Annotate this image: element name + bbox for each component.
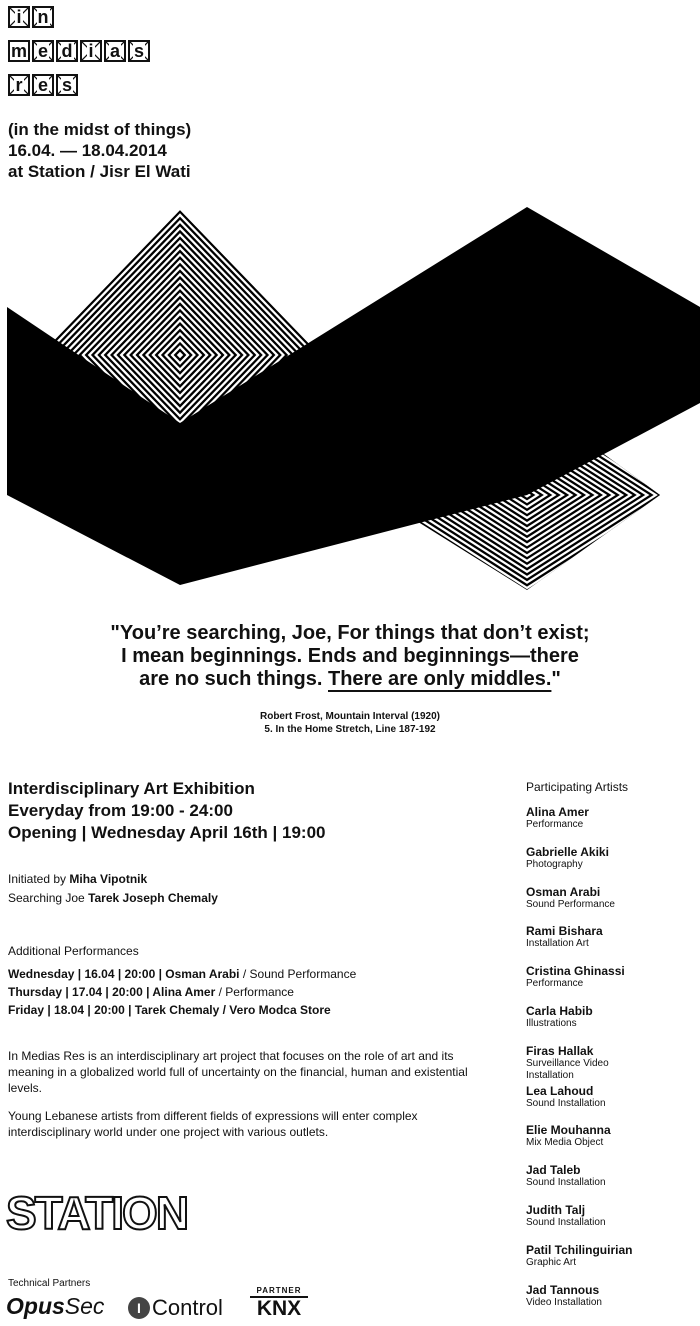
opussec-logo [6, 1292, 104, 1320]
artist-role: Performance [526, 978, 584, 990]
artist-entry [526, 964, 696, 990]
artist-role: Sound Installation [526, 1217, 606, 1228]
artist-role: Surveillance Video Installation [526, 1057, 609, 1081]
artist-role: Sound Installation [526, 1177, 606, 1189]
performance-details: Friday | 18.04 | 20:00 | Tarek Chemaly / Vero Modca Store [8, 1003, 331, 1017]
artist-role: Graphic Art [526, 1256, 577, 1268]
title-letter: n [37, 7, 49, 27]
title-letter-box [80, 40, 102, 62]
artist-role: Sound Performance [526, 898, 615, 910]
icontrol-icon: I [128, 1297, 150, 1319]
performance-details: Wednesday | 16.04 | 20:00 | Osman Arabi [8, 967, 240, 981]
performance-row [8, 1001, 356, 1019]
artist-role: Video Installation [526, 1296, 602, 1308]
title-letter: a [109, 41, 120, 61]
performance-type: / Sound Performance [239, 967, 357, 981]
artist-name: Carla Habib [526, 1004, 593, 1018]
title-row [8, 6, 54, 28]
artist-name: Patil Tchilinguirian [526, 1242, 633, 1257]
artist-role: Installation Art [526, 938, 589, 950]
exhibition-hours: Everyday from 19:00 - 24:00 [8, 801, 233, 820]
artist-name: Alina Amer [526, 805, 589, 819]
citation-line: 5. In the Home Stretch, Line 187-192 [264, 724, 436, 735]
title-letter: e [37, 41, 48, 61]
knx-logo [250, 1286, 308, 1320]
title-letter-box [128, 40, 150, 62]
quote-line-3 [0, 667, 700, 692]
artist-name: Rami Bishara [526, 924, 603, 939]
artist-role: Sound Installation [526, 1097, 606, 1109]
title-letter-box [8, 74, 30, 96]
artist-entry [526, 1203, 696, 1229]
opussec-bold: Opus [6, 1293, 65, 1319]
icontrol-text: Control [152, 1295, 223, 1320]
initiated-by [8, 870, 147, 888]
performance-list [8, 965, 356, 1019]
station-logo: STATION [6, 1187, 188, 1239]
title-row [8, 74, 78, 96]
partners-label: Technical Partners [8, 1278, 91, 1289]
dates: 16.04. — 18.04.2014 [8, 141, 167, 160]
op-art-graphic [0, 205, 700, 590]
artist-name: Gabrielle Akiki [526, 844, 609, 859]
artist-entry [526, 1163, 696, 1189]
artist-name: Judith Talj [526, 1203, 586, 1217]
performance-details: Thursday | 17.04 | 20:00 | Alina Amer [8, 985, 216, 999]
artist-entry [526, 845, 696, 871]
artist-entry [526, 1004, 696, 1030]
title-letter-box [56, 40, 78, 62]
title-letter: r [15, 75, 23, 95]
performance-type: / Performance [215, 985, 294, 999]
icontrol-logo [128, 1295, 223, 1321]
artist-entry [526, 885, 696, 911]
quote-line-3-start: are no such things. [139, 668, 328, 690]
artists-heading: Participating Artists [526, 780, 629, 794]
artist-name: Osman Arabi [526, 884, 601, 899]
artist-entry [526, 1123, 696, 1149]
artist-name: Jad Tannous [526, 1282, 600, 1297]
opussec-light: Sec [64, 1293, 105, 1319]
artist-entry [526, 1044, 696, 1082]
quote-emphasis: There are only middles. [328, 668, 552, 690]
initiated-label: Initiated by [8, 872, 70, 886]
artist-name: Lea Lahoud [526, 1083, 594, 1098]
additional-heading: Additional Performances [8, 944, 139, 958]
description-paragraph-2: Young Lebanese artists from different fields of expressions will enter complex interdisciplinary world under one project with various outlets. [8, 1109, 418, 1139]
venue: at Station / Jisr El Wati [8, 162, 191, 181]
title-letter: m [11, 41, 28, 61]
title-letter-box [32, 40, 54, 62]
artist-name: Cristina Ghinassi [526, 964, 625, 979]
citation-author: Robert Frost, Mountain Interval (1920) [259, 711, 441, 722]
artist-role: Mix Media Object [526, 1137, 604, 1149]
quote-line-2: I mean beginnings. Ends and beginnings—there [121, 645, 579, 667]
title-letter: i [16, 7, 22, 27]
quote-line-1: "You’re searching, Joe, For things that don’t exist; [110, 622, 590, 644]
searching-name: Tarek Joseph Chemaly [88, 891, 218, 905]
searching-joe [8, 889, 218, 907]
title-letter-box [104, 40, 126, 62]
title-letter-box [32, 6, 54, 28]
artist-entry [526, 1283, 696, 1309]
performance-row [8, 965, 356, 983]
title-letter: i [88, 41, 94, 61]
subtitle: (in the midst of things) [8, 120, 192, 139]
title-letter-box [8, 40, 30, 62]
artist-entry [526, 805, 696, 831]
title-letter: s [61, 75, 72, 95]
artist-entry [526, 924, 696, 950]
title-row [8, 40, 150, 62]
artist-entry [526, 1084, 696, 1110]
searching-label: Searching Joe [8, 891, 89, 905]
description-paragraph-1: In Medias Res is an interdisciplinary art project that focuses on the role of art and its meaning in a globalized world full of uncertainty on the financial, human and existential levels. [8, 1049, 468, 1095]
artist-role: Photography [526, 858, 583, 870]
title-letter: e [37, 75, 48, 95]
title-letter-box [8, 6, 30, 28]
artist-role: Performance [526, 819, 584, 830]
quote-end: " [551, 668, 561, 690]
title-letter: d [61, 41, 73, 61]
performance-row [8, 983, 356, 1001]
knx-partner-label: PARTNER [256, 1286, 302, 1295]
exhibition-opening: Opening | Wednesday April 16th | 19:00 [8, 823, 326, 842]
knx-mark: KNX [250, 1296, 308, 1320]
initiated-name: Miha Vipotnik [69, 872, 148, 886]
artist-entry [526, 1243, 696, 1269]
title-letter-box [56, 74, 78, 96]
artist-role: Illustrations [526, 1018, 577, 1029]
title-letter-box [32, 74, 54, 96]
artist-name: Firas Hallak [526, 1043, 594, 1058]
artist-name: Elie Mouhanna [526, 1123, 611, 1138]
exhibition-heading: Interdisciplinary Art Exhibition [8, 779, 255, 798]
artist-name: Jad Taleb [526, 1163, 581, 1178]
title-letter: s [133, 41, 144, 61]
